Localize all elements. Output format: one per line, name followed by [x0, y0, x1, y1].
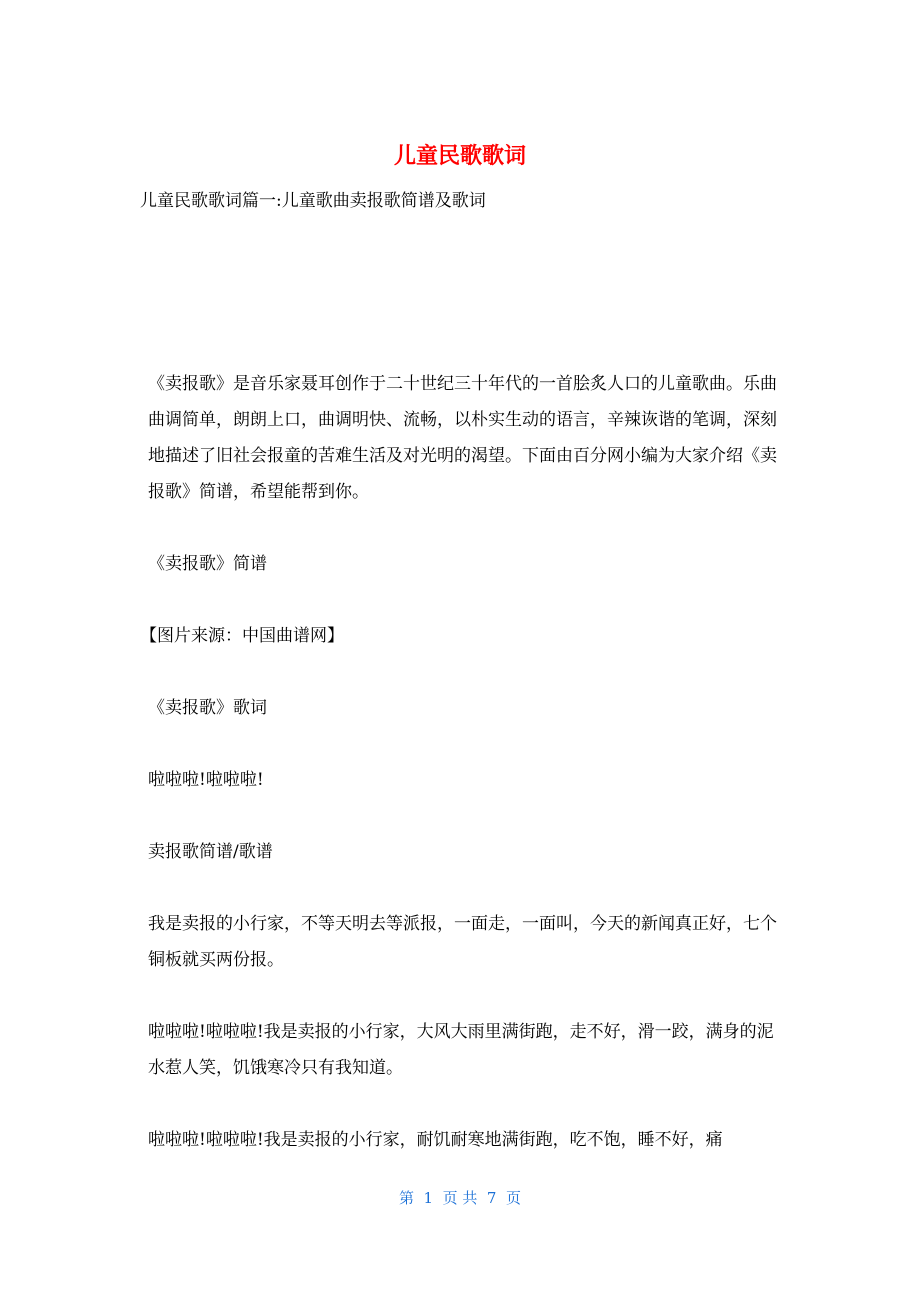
lyrics-line: 啦啦啦!啦啦啦! — [148, 770, 264, 790]
intro-paragraph: 《卖报歌》是音乐家聂耳创作于二十世纪三十年代的一首脍炙人口的儿童歌曲。乐曲曲调简单，朗朗上口，曲调明快、流畅，以朴实生动的语言，辛辣诙谐的笔调，深刻地描述了旧社会报童的苦难生活及对光明的渴望。下面由百分网小编为大家介绍《卖报歌》简谱，希望能帮到你。 — [148, 374, 777, 502]
score-heading: 《卖报歌》简谱 — [148, 554, 267, 574]
lyrics-verse-2: 啦啦啦!啦啦啦!我是卖报的小行家，大风大雨里满街跑，走不好，滑一跤，满身的泥水惹人笑，饥饿寒冷只有我知道。 — [148, 1022, 774, 1078]
document-title: 儿童民歌歌词 — [393, 144, 526, 169]
document-subtitle: 儿童民歌歌词篇一:儿童歌曲卖报歌简谱及歌词 — [140, 191, 486, 211]
document-body — [140, 366, 782, 1158]
image-source-note: 【图片来源：中国曲谱网】 — [140, 626, 344, 646]
lyrics-verse-3: 啦啦啦!啦啦啦!我是卖报的小行家，耐饥耐寒地满街跑，吃不饱，睡不好，痛 — [148, 1130, 723, 1150]
lyrics-verse-1: 我是卖报的小行家，不等天明去等派报，一面走，一面叫，今天的新闻真正好，七个铜板就买两份报。 — [148, 914, 777, 970]
score-lyrics-label: 卖报歌简谱/歌谱 — [148, 842, 273, 862]
lyrics-heading: 《卖报歌》歌词 — [148, 698, 267, 718]
page-footer: 第 1 页 共 7 页 — [399, 1189, 521, 1207]
